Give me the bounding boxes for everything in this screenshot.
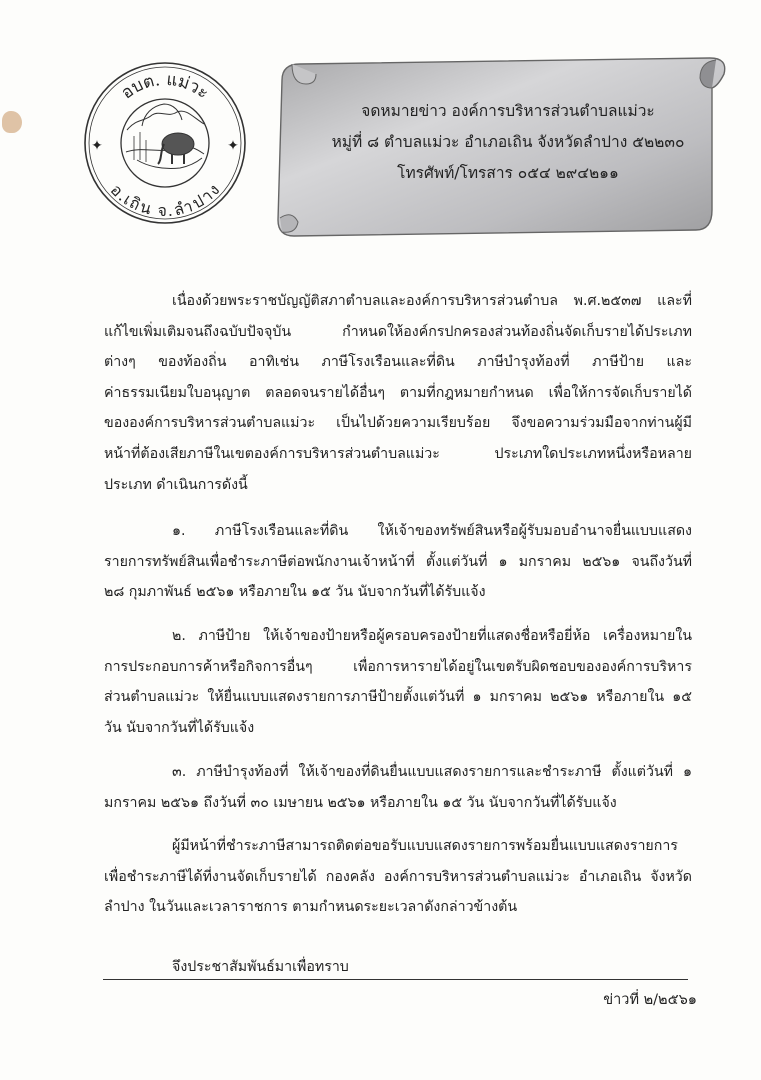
paragraph-line: วัน นับจากวันที่ได้รับแจ้ง xyxy=(104,719,255,736)
paper-stain xyxy=(2,111,22,133)
paragraph-line: เพื่อชำระภาษีได้ที่งานจัดเก็บรายได้ กองคลัง องค์การบริหารส่วนตำบลแม่วะ อำเภอเถิน จังหวัด xyxy=(104,868,692,885)
paragraph-line: ๒๘ กุมภาพันธ์ ๒๕๖๑ หรือภายใน ๑๕ วัน นับจากวันที่ได้รับแจ้ง xyxy=(104,584,486,601)
paragraph-line: ประเภท ดำเนินการดังนี้ xyxy=(104,476,248,493)
paragraph-line: หน้าที่ต้องเสียภาษีในเขตองค์การบริหารส่วนตำบลแม่วะ ประเภทใดประเภทหนึ่งหรือหลาย xyxy=(104,445,692,462)
intro-paragraph xyxy=(104,286,692,500)
header-line-3: โทรศัพท์/โทรสาร ๐๕๔ ๒๙๔๒๑๑ xyxy=(397,164,619,182)
paragraph-line: ส่วนตำบลแม่วะ ให้ยื่นแบบแสดงรายการภาษีป้ายตั้งแต่วันที่ ๑ มกราคม ๒๕๖๑ หรือภายใน ๑๕ xyxy=(104,689,692,706)
footer-divider xyxy=(103,979,688,980)
paragraph-line: ต่างๆ ของท้องถิ่น อาทิเช่น ภาษีโรงเรือนและที่ดิน ภาษีบำรุงท้องที่ ภาษีป้าย และ xyxy=(104,354,692,371)
organization-seal xyxy=(82,60,248,226)
closing-text: จึงประชาสัมพันธ์มาเพื่อทราบ xyxy=(172,959,349,975)
paragraph-line: มกราคม ๒๕๖๑ ถึงวันที่ ๓๐ เมษายน ๒๕๖๑ หรือภายใน ๑๕ วัน นับจากวันที่ได้รับแจ้ง xyxy=(104,794,617,811)
seal-bottom-text: อ.เถิน จ.ลำปาง xyxy=(106,180,224,221)
paragraph-line: เนื่องด้วยพระราชบัญญัติสภาตำบลและองค์การบริหารส่วนตำบล พ.ศ.๒๕๓๗ และที่ xyxy=(172,293,692,309)
paragraph-line: ๑. ภาษีโรงเรือนและที่ดิน ให้เจ้าของทรัพย์สินหรือผู้รับมอบอำนาจยื่นแบบแสดง xyxy=(172,523,692,539)
header-line-1: จดหมายข่าว องค์การบริหารส่วนตำบลแม่วะ xyxy=(361,102,655,120)
item-local-maintenance-tax xyxy=(104,757,692,818)
paragraph-line: ๓. ภาษีบำรุงท้องที่ ให้เจ้าของที่ดินยื่นแบบแสดงรายการและชำระภาษี ตั้งแต่วันที่ ๑ xyxy=(172,764,692,780)
paragraph-line: ขององค์การบริหารส่วนตำบลแม่วะ เป็นไปด้วยความเรียบร้อย จึงขอความร่วมมือจากท่านผู้มี xyxy=(104,415,692,432)
svg-text:✦: ✦ xyxy=(91,138,103,154)
header-title-block xyxy=(300,96,716,189)
paragraph-line: ๒. ภาษีป้าย ให้เจ้าของป้ายหรือผู้ครอบครองป้ายที่แสดงชื่อหรือยี่ห้อ เครื่องหมายใน xyxy=(172,628,692,644)
contact-paragraph xyxy=(104,831,692,923)
item-house-land-tax xyxy=(104,516,692,608)
closing-line xyxy=(104,952,692,983)
paragraph-line: การประกอบการค้าหรือกิจการอื่นๆ เพื่อการหารายได้อยู่ในเขตรับผิดชอบขององค์การบริหาร xyxy=(104,658,692,675)
svg-text:✦: ✦ xyxy=(227,138,239,154)
header-line-2: หมู่ที่ ๘ ตำบลแม่วะ อำเภอเถิน จังหวัดลำปาง ๕๒๒๓๐ xyxy=(331,133,685,151)
paragraph-line: ค่าธรรมเนียมใบอนุญาต ตลอดจนรายได้อื่นๆ ตามที่กฎหมายกำหนด เพื่อให้การจัดเก็บรายได้ xyxy=(104,384,692,401)
paragraph-line: ลำปาง ในวันและเวลาราชการ ตามกำหนดระยะเวลาดังกล่าวข้างต้น xyxy=(104,899,518,916)
seal-top-text: อบต. แม่วะ xyxy=(117,69,213,104)
item-signboard-tax xyxy=(104,621,692,743)
paragraph-line: รายการทรัพย์สินเพื่อชำระภาษีต่อพนักงานเจ้าหน้าที่ ตั้งแต่วันที่ ๑ มกราคม ๒๕๖๑ จนถึงวันที่ xyxy=(104,553,692,570)
news-number: ข่าวที่ ๒/๒๕๖๑ xyxy=(603,992,697,1008)
paragraph-line: แก้ไขเพิ่มเติมจนถึงฉบับปัจจุบัน กำหนดให้องค์กรปกครองส่วนท้องถิ่นจัดเก็บรายได้ประเภท xyxy=(104,323,692,340)
paragraph-line: ผู้มีหน้าที่ชำระภาษีสามารถติดต่อขอรับแบบแสดงรายการพร้อมยื่นแบบแสดงรายการ xyxy=(172,838,678,854)
